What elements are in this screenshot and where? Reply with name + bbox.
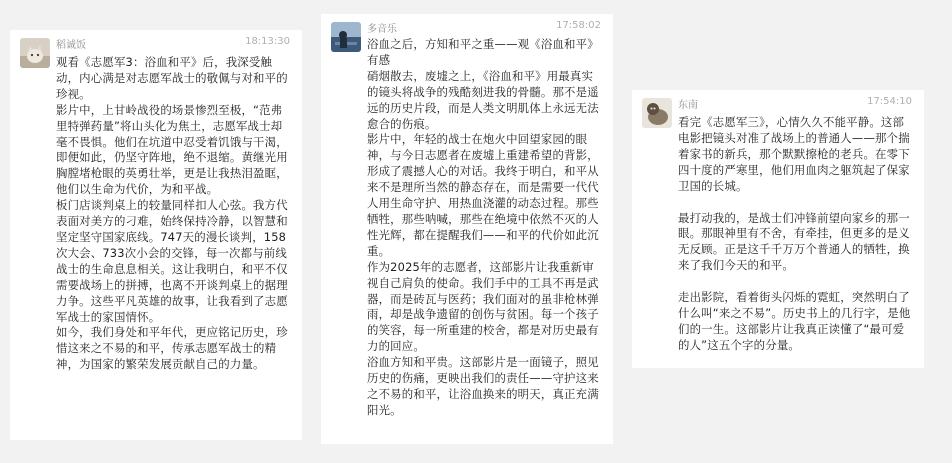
- paragraph: 作为2025年的志愿者，这部影片让我重新审视自己肩负的使命。我们手中的工具不再是武器，而是砖瓦与医药；我们面对的虽非枪林弹雨，却是战争遗留的创伤与贫困。每一个孩子的笑容，每一所重建的校舍，都是对历史最有力的回应。: [367, 259, 599, 354]
- username[interactable]: 多音乐: [367, 24, 397, 35]
- timestamp: 18:13:30: [245, 36, 290, 47]
- paragraph: 观看《志愿军3：浴血和平》后，我深受触动，内心满是对志愿军战士的敬佩与对和平的珍视。: [56, 55, 288, 101]
- post-content: [678, 115, 914, 354]
- post-card: [632, 90, 924, 368]
- avatar[interactable]: [20, 38, 50, 68]
- paragraph: 硝烟散去，废墟之上，《浴血和平》用最真实的镜头将战争的残酷刻进我的骨髓。那不是遥远的历史片段，而是人类文明肌体上永远无法愈合的伤痕。: [367, 68, 599, 131]
- post-header: [10, 30, 302, 56]
- paragraph: 最打动我的，是战士们冲锋前望向家乡的那一眼。那眼神里有不舍，有牵挂，但更多的是义无反顾。正是这千千万万个普通人的牺牲，换来了我们今天的和平。: [678, 210, 910, 273]
- post-card: [321, 14, 613, 444]
- paragraph-gap: [678, 274, 914, 290]
- paragraph-gap: [678, 195, 914, 211]
- post-card: [10, 30, 302, 440]
- post-content: [367, 37, 603, 419]
- paragraph: 影片中，上甘岭战役的场景惨烈至极，“范弗里特弹药量”将山头化为焦土，志愿军战士却毫不畏惧。他们在坑道中忍受着饥饿与干渴，即便如此，仍坚守阵地，绝不退缩。黄继光用胸膛堵枪眼的英勇壮举，更是让我热泪盈眶，他们以生命为代价，为和平战。: [56, 102, 288, 197]
- username[interactable]: 稻诚饭: [56, 40, 86, 51]
- timestamp: 17:54:10: [867, 96, 912, 107]
- paragraph: 浴血之后，方知和平之重——观《浴血和平》有感: [367, 37, 599, 67]
- avatar[interactable]: [642, 98, 672, 128]
- paragraph: 如今，我们身处和平年代，更应铭记历史，珍惜这来之不易的和平，传承志愿军战士的精神，为国家的繁荣发展贡献自己的力量。: [56, 325, 288, 372]
- paragraph: 浴血方知和平贵。这部影片是一面镜子，照见历史的伤痛，更映出我们的责任——守护这来之不易的和平，让浴血换来的明天，真正充满阳光。: [367, 355, 599, 417]
- username[interactable]: 东南: [678, 100, 698, 111]
- paragraph: 看完《志愿军三》，心情久久不能平静。这部电影把镜头对准了战场上的普通人——那个揣着家书的新兵，那个默默擦枪的老兵。在零下四十度的严寒里，他们用血肉之躯筑起了保家卫国的长城。: [678, 115, 910, 193]
- paragraph: 板门店谈判桌上的较量同样扣人心弦。我方代表面对美方的刁难，始终保持冷静，以智慧和坚定坚守国家底线。747天的漫长谈判，158次大会、733次小会的交锋，每一次都与前线战士的生命息息相关。这让我明白，和平不仅需要战场上的拼搏，也离不开谈判桌上的据理力争。这些平凡英雄的故事，让我看到了志愿军战士的家国情怀。: [56, 198, 288, 324]
- post-content: [56, 55, 292, 373]
- paragraph: 影片中，年轻的战士在炮火中回望家园的眼神，与今日志愿者在废墟上重建希望的背影，形成了震撼人心的对话。我终于明白，和平从来不是理所当然的静态存在，而是需要一代代人用生命守护、用热血浇灌的动态过程。那些牺牲，那些呐喊，那些在绝境中依然不灭的人性光辉，都在提醒我们——和平的代价如此沉重。: [367, 132, 599, 258]
- post-header: [632, 90, 924, 116]
- timestamp: 17:58:02: [556, 20, 601, 31]
- avatar[interactable]: [331, 22, 361, 52]
- paragraph: 走出影院，看着街头闪烁的霓虹，突然明白了什么叫“来之不易”。历史书上的几行字，是他们的一生。这部影片让我真正读懂了“最可爱的人”这五个字的分量。: [678, 290, 911, 352]
